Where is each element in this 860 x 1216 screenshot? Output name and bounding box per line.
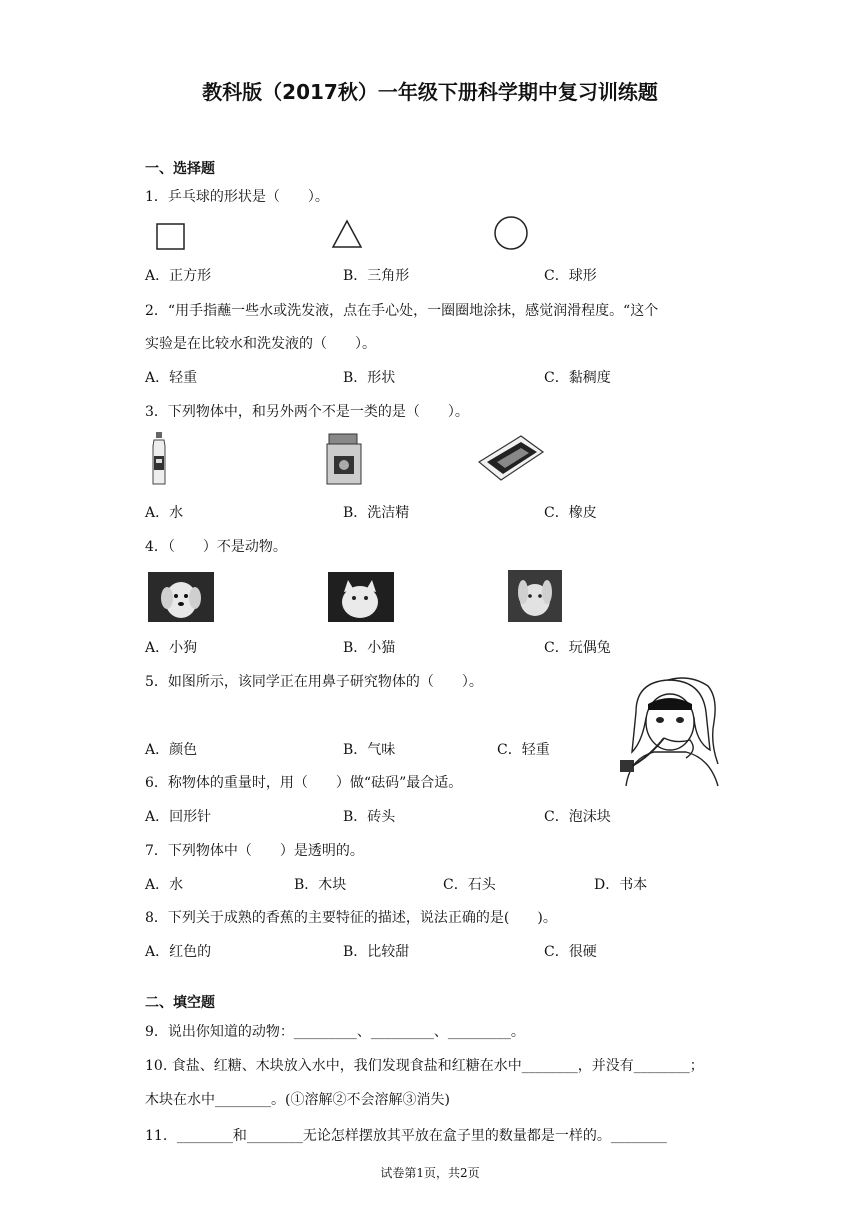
question-6-option-a: A．回形针 — [145, 809, 212, 825]
question-8-option-a: A．红色的 — [145, 944, 212, 960]
question-8-stem: 8．下列关于成熟的香蕉的主要特征的描述，说法正确的是( )。 — [145, 910, 557, 926]
eraser-image — [475, 432, 547, 484]
question-10-line2: 木块在水中________。(①溶解②不会溶解③消失) — [145, 1092, 450, 1108]
question-7-option-a: A．水 — [145, 877, 184, 893]
question-6-stem: 6．称物体的重量时，用（ ）做“砝码”最合适。 — [145, 775, 463, 791]
circle-shape-image — [492, 214, 530, 252]
water-bottle-image — [148, 430, 170, 488]
question-2-stem-line1: 2．“用手指蘸一些水或洗发液，点在手心处，一圈圈地涂抹，感觉润滑程度。“这个 — [145, 303, 659, 319]
toy-rabbit-photo-image — [508, 570, 562, 622]
question-7-option-c: C．石头 — [443, 877, 496, 893]
girl-smelling-illustration — [606, 672, 728, 788]
question-3-stem: 3．下列物体中，和另外两个不是一类的是（ ）。 — [145, 404, 469, 420]
section-heading-choice: 一、选择题 — [145, 161, 215, 177]
question-2-stem-line2: 实验是在比较水和洗发液的（ ）。 — [145, 336, 376, 352]
question-2-option-a: A．轻重 — [145, 370, 198, 386]
question-6-option-c: C．泡沫块 — [544, 809, 611, 825]
question-8-option-b: B．比较甜 — [343, 944, 410, 960]
kitten-photo-image — [328, 572, 394, 622]
question-3-option-a: A．水 — [145, 505, 184, 521]
question-1-stem: 1．乒乓球的形状是（ ）。 — [145, 189, 329, 205]
question-11-text: 11．________和________无论怎样摆放其平放在盒子里的数量都是一样的。________ — [145, 1128, 667, 1144]
page-title: 教科版（2017秋）一年级下册科学期中复习训练题 — [202, 80, 658, 104]
question-4-option-a: A．小狗 — [145, 640, 198, 656]
question-10-line1: 10. 食盐、红糖、木块放入水中，我们发现食盐和红糖在水中________，并没有________； — [145, 1058, 704, 1074]
triangle-shape-image — [330, 218, 364, 250]
detergent-bottle-image — [325, 432, 365, 486]
question-2-option-b: B．形状 — [343, 370, 396, 386]
question-9-text: 9．说出你知道的动物：_________、_________、_________。 — [145, 1024, 525, 1040]
puppy-photo-image — [148, 572, 214, 622]
question-4-stem: 4．（ ）不是动物。 — [145, 539, 287, 555]
question-4-option-c: C．玩偶兔 — [544, 640, 611, 656]
question-4-option-b: B．小猫 — [343, 640, 396, 656]
section-heading-fill-blank: 二、填空题 — [145, 995, 215, 1011]
square-shape-image — [155, 222, 187, 252]
question-5-option-a: A．颜色 — [145, 742, 198, 758]
question-7-option-b: B．木块 — [294, 877, 347, 893]
question-3-option-c: C．橡皮 — [544, 505, 597, 521]
question-1-option-a: A．正方形 — [145, 268, 212, 284]
question-8-option-c: C．很硬 — [544, 944, 597, 960]
question-5-option-c: C．轻重 — [497, 742, 550, 758]
question-7-option-d: D．书本 — [594, 877, 648, 893]
page-footer: 试卷第1页，共2页 — [380, 1166, 480, 1180]
question-1-option-b: B．三角形 — [343, 268, 410, 284]
question-3-option-b: B．洗洁精 — [343, 505, 410, 521]
question-7-stem: 7．下列物体中（ ）是透明的。 — [145, 843, 364, 859]
question-6-option-b: B．砖头 — [343, 809, 396, 825]
question-5-option-b: B．气味 — [343, 742, 396, 758]
question-1-option-c: C．球形 — [544, 268, 597, 284]
question-2-option-c: C．黏稠度 — [544, 370, 611, 386]
question-5-stem: 5．如图所示，该同学正在用鼻子研究物体的（ ）。 — [145, 674, 483, 690]
